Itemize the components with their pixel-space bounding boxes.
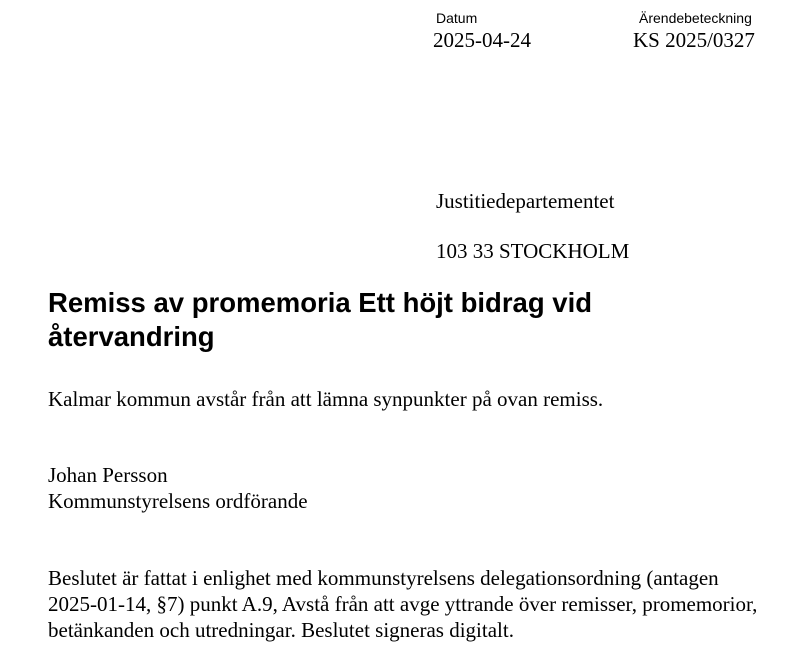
signatory-name: Johan Persson bbox=[48, 463, 168, 487]
statement-paragraph: Kalmar kommun avstår från att lämna synpunkter på ovan remiss. bbox=[48, 387, 604, 411]
case-number-value: KS 2025/0327 bbox=[633, 28, 755, 52]
case-number-label: Ärendebeteckning bbox=[639, 10, 752, 26]
signatory-block bbox=[48, 462, 308, 514]
document-title: Remiss av promemoria Ett höjt bidrag vid återvandring bbox=[48, 287, 593, 352]
date-value: 2025-04-24 bbox=[433, 28, 531, 52]
date-label: Datum bbox=[436, 10, 478, 26]
signatory-role: Kommunstyrelsens ordförande bbox=[48, 489, 308, 513]
recipient-address: 103 33 STOCKHOLM bbox=[436, 239, 630, 263]
recipient-name: Justitiedepartementet bbox=[436, 189, 615, 213]
decision-note: Beslutet är fattat i enlighet med kommunstyrelsens delegationsordning (antagen 2025-01-14, §7) punkt A.9, Avstå från att avge yttrande över remisser, promemorior, betänkanden och utredningar. Beslutet signeras digitalt. bbox=[48, 566, 758, 642]
